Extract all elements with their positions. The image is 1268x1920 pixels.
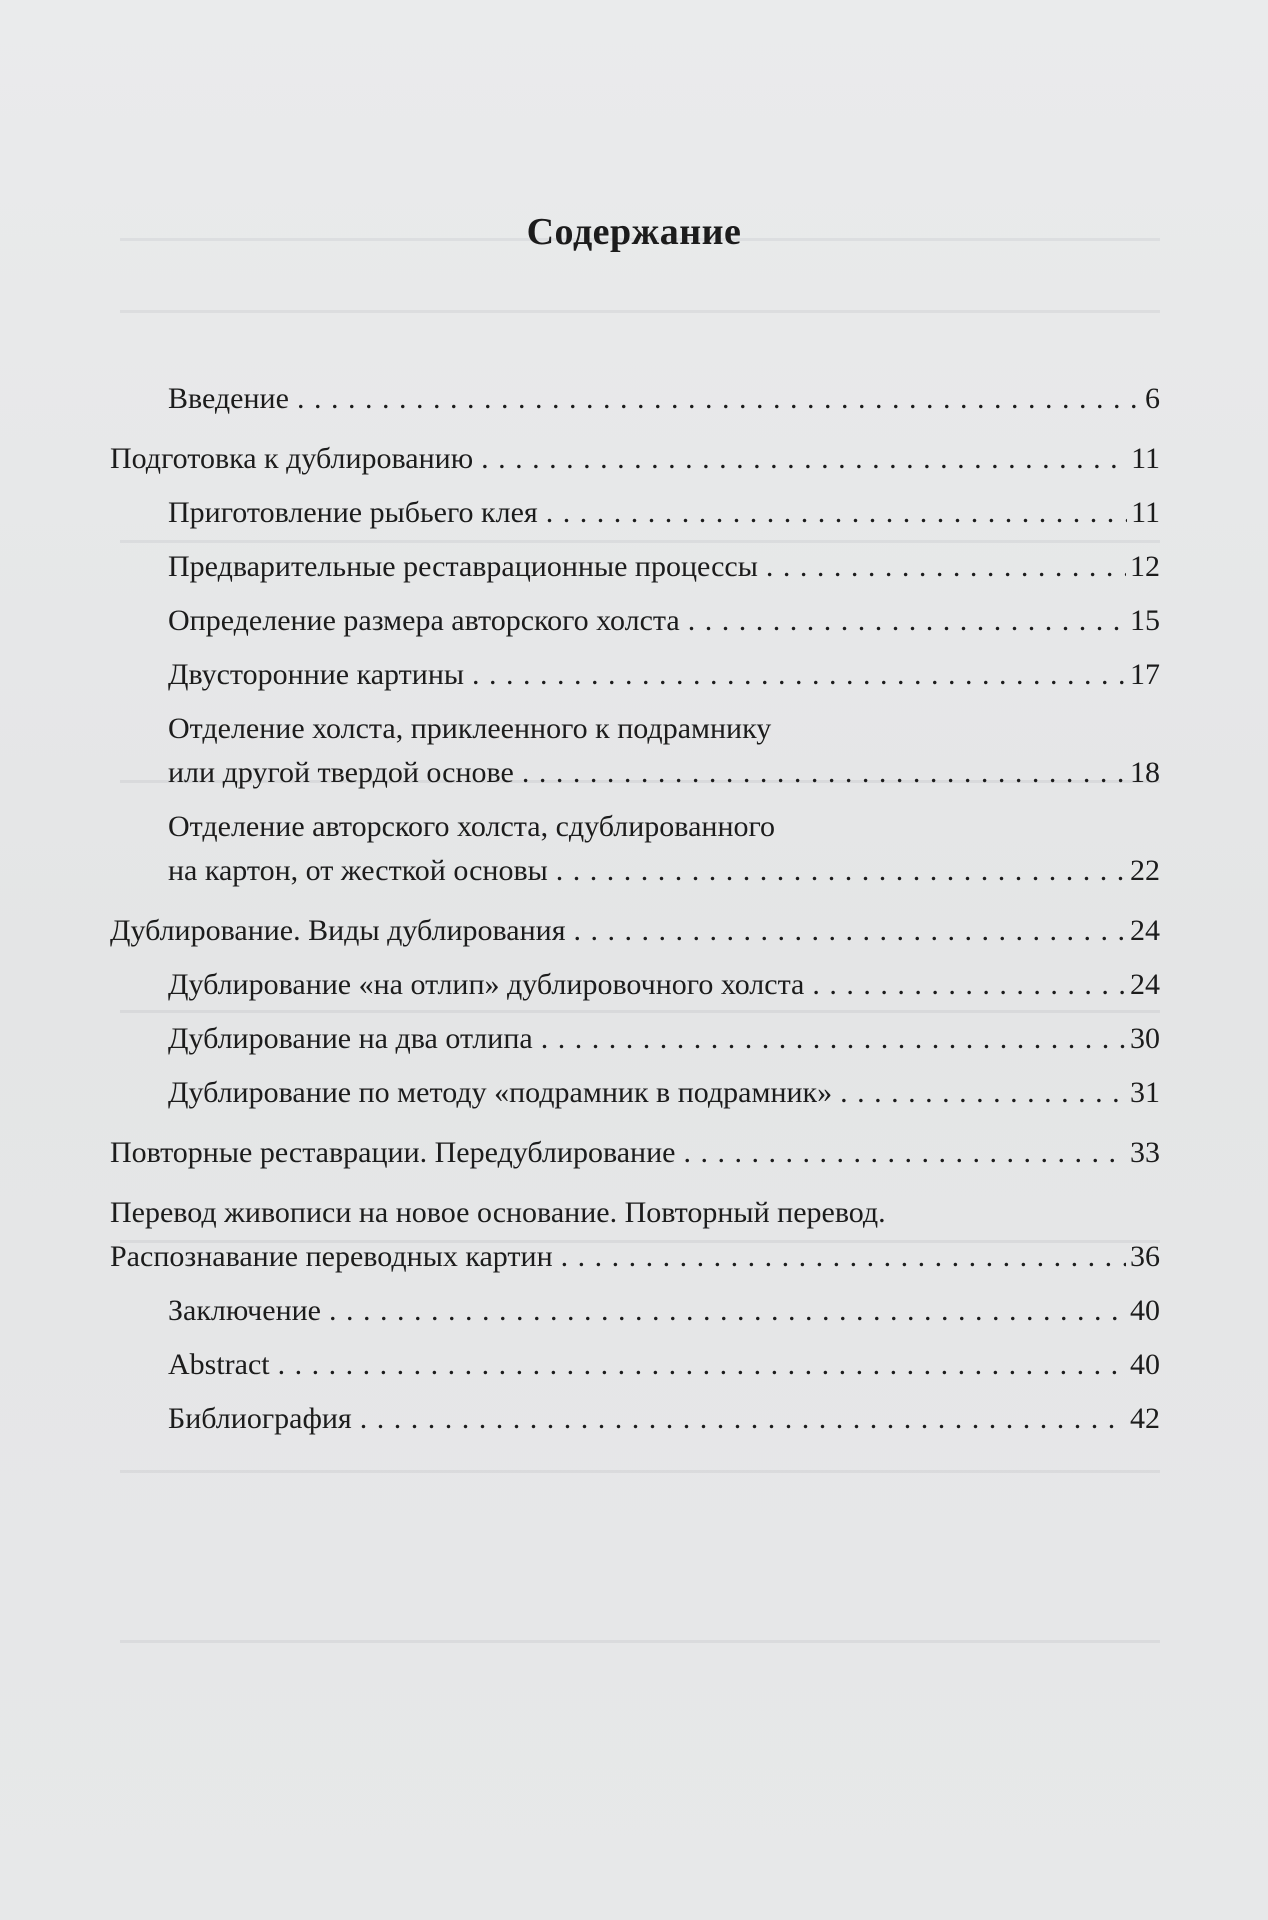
dot-leader <box>481 432 1127 486</box>
toc-entry-preparation[interactable] <box>110 432 1160 486</box>
toc-entry-title: Распознавание переводных картин <box>110 1240 553 1273</box>
toc-entry-title-line1: Отделение авторского холста, сдублированного <box>168 810 776 843</box>
toc-entry-title: Дублирование «на отлип» дублировочного холста <box>168 968 805 1001</box>
toc-entry-separating-author-canvas[interactable] <box>110 800 1160 898</box>
toc-page-number: 11 <box>1131 442 1160 475</box>
toc-page-number: 24 <box>1130 968 1160 1001</box>
toc-page-number: 40 <box>1130 1348 1160 1381</box>
toc-entry-canvas-size[interactable] <box>110 594 1160 648</box>
toc-entry-title: на картон, от жесткой основы <box>168 854 548 887</box>
toc-entry-title: Библиография <box>168 1402 352 1435</box>
toc-entry-title-line1: Отделение холста, приклеенного к подрамнику <box>168 712 772 745</box>
toc-entry-bibliography[interactable] <box>110 1392 1160 1446</box>
dot-leader <box>541 1012 1126 1066</box>
toc-entry-lining-release[interactable] <box>110 958 1160 1012</box>
toc-entry-lining-types[interactable] <box>110 904 1160 958</box>
toc-page-number: 15 <box>1130 604 1160 637</box>
dot-leader <box>360 1392 1126 1446</box>
dot-leader <box>766 540 1126 594</box>
toc-page-number: 40 <box>1130 1294 1160 1327</box>
dot-leader <box>556 849 1126 893</box>
toc-entry-introduction[interactable] <box>110 372 1160 426</box>
toc-page-number: 22 <box>1130 854 1160 887</box>
toc-entry-separating-canvas[interactable] <box>110 702 1160 800</box>
toc-entry-title: Двусторонние картины <box>168 658 465 691</box>
toc-entry-title: Дублирование. Виды дублирования <box>110 914 566 947</box>
toc-entry-fish-glue[interactable] <box>110 486 1160 540</box>
toc-entry-title-line1: Перевод живописи на новое основание. Повторный перевод. <box>110 1196 886 1229</box>
toc-entry-title: Заключение <box>168 1294 321 1327</box>
toc-entry-title: Предварительные реставрационные процессы <box>168 550 758 583</box>
toc-entry-stretcher-in-stretcher[interactable] <box>110 1066 1160 1120</box>
toc-page-number: 24 <box>1130 914 1160 947</box>
dot-leader <box>561 1235 1126 1279</box>
toc-entry-title: Повторные реставрации. Передублирование <box>110 1136 676 1169</box>
toc-entry-title: Введение <box>168 382 289 415</box>
toc-entry-transfer[interactable] <box>110 1186 1160 1284</box>
toc-page-number: 31 <box>1130 1076 1160 1109</box>
toc-entry-conclusion[interactable] <box>110 1284 1160 1338</box>
toc-entry-preliminary-processes[interactable] <box>110 540 1160 594</box>
toc-entry-title: Подготовка к дублированию <box>110 442 474 475</box>
toc-page-number: 30 <box>1130 1022 1160 1055</box>
toc-entry-title: Определение размера авторского холста <box>168 604 680 637</box>
toc-page-number: 11 <box>1131 496 1160 529</box>
dot-leader <box>574 904 1126 958</box>
toc-page-number: 36 <box>1130 1240 1160 1273</box>
toc-entry-title: Дублирование на два отлипа <box>168 1022 533 1055</box>
table-of-contents <box>110 372 1160 1446</box>
dot-leader <box>840 1066 1126 1120</box>
page-title: Содержание <box>526 211 742 253</box>
toc-entry-abstract[interactable] <box>110 1338 1160 1392</box>
show-through-line <box>120 1640 1160 1643</box>
toc-entry-lining-two-releases[interactable] <box>110 1012 1160 1066</box>
toc-page-number: 17 <box>1130 658 1160 691</box>
toc-entry-repeated-restorations[interactable] <box>110 1126 1160 1180</box>
dot-leader <box>683 1126 1126 1180</box>
toc-page-number: 12 <box>1130 550 1160 583</box>
dot-leader <box>522 751 1126 795</box>
toc-page-number: 33 <box>1130 1136 1160 1169</box>
show-through-line <box>120 1470 1160 1473</box>
dot-leader <box>278 1338 1126 1392</box>
toc-entry-title: или другой твердой основе <box>168 756 514 789</box>
dot-leader <box>472 648 1126 702</box>
toc-page-number: 42 <box>1130 1402 1160 1435</box>
dot-leader <box>329 1284 1126 1338</box>
toc-entry-title: Дублирование по методу «подрамник в подрамник» <box>168 1076 833 1109</box>
toc-page-number: 18 <box>1130 756 1160 789</box>
toc-page-number: 6 <box>1145 382 1160 415</box>
dot-leader <box>812 958 1126 1012</box>
toc-entry-title: Abstract <box>168 1348 270 1381</box>
dot-leader <box>688 594 1126 648</box>
show-through-line <box>120 310 1160 313</box>
toc-entry-double-sided[interactable] <box>110 648 1160 702</box>
toc-entry-title: Приготовление рыбьего клея <box>168 496 538 529</box>
dot-leader <box>546 486 1127 540</box>
dot-leader <box>297 372 1141 426</box>
